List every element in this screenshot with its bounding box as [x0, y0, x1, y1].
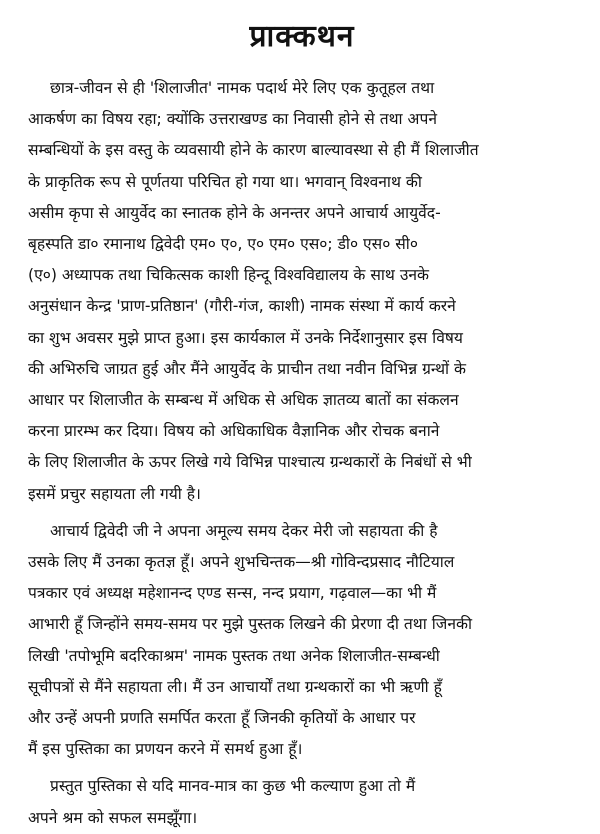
text-line: उसके लिए मैं उनका कृतज्ञ हूँ। अपने शुभचिन्तक—श्री गोविन्दप्रसाद नौटियाल — [28, 553, 455, 572]
paragraph-1 — [28, 73, 576, 510]
text-line: प्रस्तुत पुस्तिका से यदि मानव-मात्र का कुछ भी कल्याण हुआ तो मैं — [50, 777, 416, 796]
paragraph-2 — [28, 516, 576, 766]
text-line: अनुसंधान केन्द्र 'प्राण-प्रतिष्ठान' (गौरी-गंज, काशी) नामक संस्था में कार्य करने — [28, 297, 456, 316]
text-line: की अभिरुचि जाग्रत हुई और मैंने आयुर्वेद के प्राचीन तथा नवीन विभिन्न ग्रन्थों के — [28, 359, 467, 378]
text-line: पत्रकार एवं अध्यक्ष महेशानन्द एण्ड सन्स, नन्द प्रयाग, गढ़वाल—का भी मैं — [28, 584, 437, 603]
text-line: असीम कृपा से आयुर्वेद का स्नातक होने के अनन्तर अपने आचार्य आयुर्वेद- — [28, 203, 441, 222]
text-line: आधार पर शिलाजीत के सम्बन्ध में अधिक से अधिक ज्ञातव्य बातों का संकलन — [28, 391, 459, 410]
text-line: का शुभ अवसर मुझे प्राप्त हुआ। इस कार्यकाल में उनके निर्देशानुसार इस विषय — [28, 328, 463, 347]
text-line: मैं इस पुस्तिका का प्रणयन करने में समर्थ हुआ हूँ। — [28, 740, 303, 759]
text-line: के प्राकृतिक रूप से पूर्णतया परिचित हो गया था। भगवान् विश्वनाथ की — [28, 172, 422, 191]
text-line: सम्बन्धियों के इस वस्तु के व्यवसायी होने के कारण बाल्यावस्था से ही मैं शिलाजीत — [28, 141, 479, 160]
text-line: आभारी हूँ जिन्होंने समय-समय पर मुझे पुस्तक लिखने की प्रेरणा दी तथा जिनकी — [28, 615, 473, 634]
text-line: और उन्हें अपनी प्रणति समर्पित करता हूँ जिनकी कृतियों के आधार पर — [28, 709, 416, 728]
page-title: प्राक्कथन — [249, 19, 355, 54]
text-line: आकर्षण का विषय रहा; क्योंकि उत्तराखण्ड का निवासी होने से तथा अपने — [28, 110, 437, 129]
text-line: सूचीपत्रों से मैंने सहायता ली। मैं उन आचार्यों तथा ग्रन्थकारों का भी ऋणी हूँ — [28, 677, 442, 696]
text-line: करना प्रारम्भ कर दिया। विषय को अधिकाधिक वैज्ञानिक और रोचक बनाने — [28, 422, 440, 441]
text-line: बृहस्पति डा० रमानाथ द्विवेदी एम० ए०, ए० एम० एस०; डी० एस० सी० — [28, 235, 418, 254]
text-line: आचार्य द्विवेदी जी ने अपना अमूल्य समय देकर मेरी जो सहायता की है — [50, 521, 438, 540]
text-line: लिखी 'तपोभूमि बदरिकाश्रम' नामक पुस्तक तथा अनेक शिलाजीत-सम्बन्धी — [28, 646, 440, 665]
text-line: (ए०) अध्यापक तथा चिकित्सक काशी हिन्दू विश्वविद्यालय के साथ उनके — [28, 266, 429, 285]
text-line: अपने श्रम को सफल समझूँगा। — [28, 808, 198, 827]
paragraph-3 — [28, 771, 576, 833]
text-line: छात्र-जीवन से ही 'शिलाजीत' नामक पदार्थ मेरे लिए एक कुतूहल तथा — [50, 79, 435, 97]
text-line: इसमें प्रचुर सहायता ली गयी है। — [28, 484, 201, 503]
text-line: के लिए शिलाजीत के ऊपर लिखे गये विभिन्न पाश्चात्य ग्रन्थकारों के निबंधों से भी — [28, 453, 472, 472]
